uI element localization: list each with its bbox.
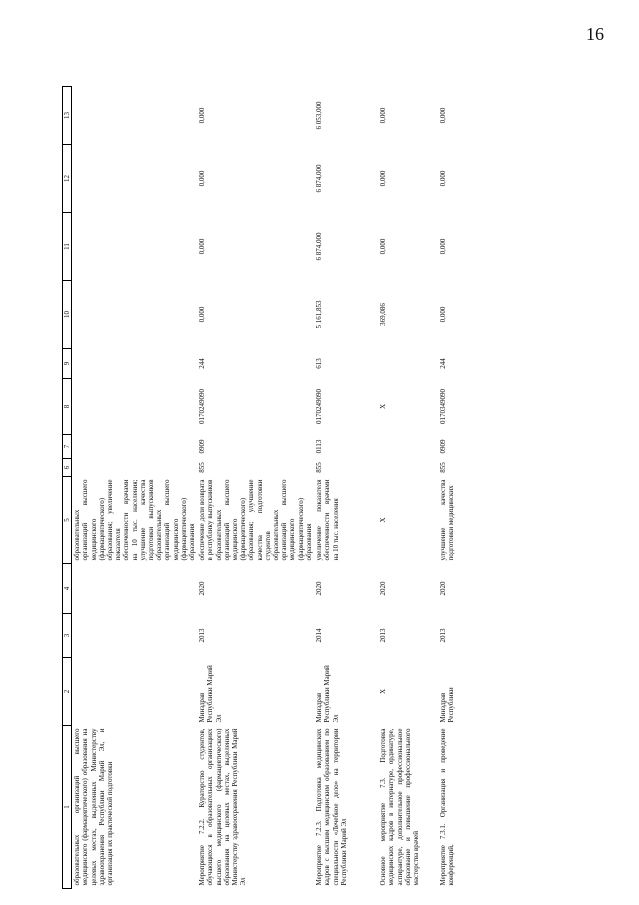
- cell-executor: Минздрав Республики Марий Эл: [315, 665, 340, 723]
- cell-csr: 0170349090: [439, 389, 448, 424]
- cell-event: Мероприятие 7.2.2. Кураторство студентов, обучающихся в образовательных организациях высшего медицинского (фармацевтического) образования на целевых местах, выделенных Министерству здравоохранения Республики Марий Эл: [198, 728, 248, 886]
- cell-vr: [378, 349, 438, 379]
- cell-value: 0,000: [439, 238, 448, 255]
- cell-vr: 244: [439, 358, 448, 369]
- cell-value: [72, 281, 198, 349]
- table-row: [197, 87, 314, 889]
- col-header: 9: [63, 349, 72, 379]
- cell-executor: Минздрав Республики: [439, 687, 456, 723]
- cell-value: 0,000: [439, 170, 448, 187]
- cell-value: 6 874,000: [315, 164, 324, 193]
- cell-rzpr: 0113: [315, 439, 324, 454]
- cell-result: Х: [379, 517, 388, 523]
- cell-start-year: 2013: [379, 628, 388, 643]
- cell-vr: 613: [315, 358, 324, 369]
- cell-executor: Минздрав Республики Марий Эл: [198, 665, 223, 723]
- cell-value: 0,000: [198, 107, 207, 124]
- cell-csr: 0170249090: [315, 389, 324, 424]
- table-row: [378, 87, 438, 889]
- cell-value: 6 874,000: [315, 232, 324, 261]
- cell-value: 6 053,000: [315, 101, 324, 130]
- col-header: 4: [63, 564, 72, 614]
- cell-event: Мероприятие 7.3.1. Организация и проведение конференций,: [439, 728, 456, 886]
- cell-csr: 0170249090: [198, 389, 207, 424]
- cell-vr: 244: [198, 358, 207, 369]
- cell-executor: [72, 658, 198, 726]
- cell-value: 369,086: [379, 303, 388, 326]
- cell-executor: Х: [379, 688, 388, 695]
- cell-event: образовательных организаций высшего медицинского (фармацевтического) образования на целевых местах, выделенных Министерству здравоохранения Республики Марий Эл, и организация их практической подготовки: [73, 728, 115, 886]
- cell-end-year: 2020: [439, 581, 448, 596]
- cell-vr: [72, 349, 198, 379]
- cell-end-year: [72, 564, 198, 614]
- table-row: [438, 87, 464, 889]
- cell-result: обеспечение доли возврата в республику выпускников образовательных организаций высшего медицинского (фармацевтического) образования; улучшение качества подготовки студентов образовательных организаций высшего медицинского (фармацевтического) образования: [198, 479, 313, 561]
- col-header: 12: [63, 145, 72, 213]
- cell-end-year: 2020: [198, 581, 207, 596]
- cell-start-year: 2014: [315, 628, 324, 643]
- cell-value: 0,000: [379, 170, 388, 187]
- cell-value: 0,000: [198, 238, 207, 255]
- cell-grbs: [72, 459, 198, 477]
- cell-rzpr: [72, 435, 198, 459]
- col-header: 5: [63, 477, 72, 564]
- table-row: [314, 87, 378, 889]
- col-header: 11: [63, 213, 72, 281]
- cell-value: 0,000: [439, 107, 448, 124]
- cell-start-year: 2013: [198, 628, 207, 643]
- cell-value: [72, 145, 198, 213]
- cell-value: 5 161,853: [315, 300, 324, 329]
- program-table: [62, 86, 464, 889]
- cell-grbs: 855: [439, 462, 448, 473]
- cell-value: 0,000: [198, 306, 207, 323]
- cell-rzpr: 0909: [439, 439, 448, 454]
- header-row: [63, 87, 72, 889]
- cell-value: 0,000: [198, 170, 207, 187]
- cell-csr: [72, 379, 198, 435]
- cell-end-year: 2020: [315, 581, 324, 596]
- table-row: [72, 87, 198, 889]
- cell-value: 0,000: [379, 107, 388, 124]
- cell-rzpr: 0909: [198, 439, 207, 454]
- cell-value: [72, 213, 198, 281]
- cell-csr: Х: [379, 403, 388, 410]
- cell-result: образовательных организаций высшего медицинского (фармацевтического) образования; увеличение показателя обеспеченности врачами на 10 тыс. населения; улучшение качества подготовки выпускников образовательных организаций высшего медицинского (фармацевтического) образования: [73, 479, 197, 561]
- cell-result: увеличение показателя обеспеченности врачами на 10 тыс. населения: [315, 479, 340, 561]
- cell-grbs: 855: [198, 462, 207, 473]
- col-header: 3: [63, 614, 72, 658]
- cell-value: 0,000: [379, 238, 388, 255]
- col-header: 8: [63, 379, 72, 435]
- page-number: 16: [586, 24, 604, 44]
- col-header: 1: [63, 726, 72, 889]
- col-header: 7: [63, 435, 72, 459]
- cell-start-year: [72, 614, 198, 658]
- col-header: 6: [63, 459, 72, 477]
- cell-grbs: [378, 459, 438, 477]
- cell-event: Основное мероприятие 7.3. Подготовка медицинских кадров в интернатуре, ординатуре, аспирантуре, дополнительное профессиональное образование и повышение профессионального мастерства врачей: [379, 728, 420, 886]
- col-header: 10: [63, 281, 72, 349]
- cell-value: 0,000: [439, 306, 448, 323]
- col-header: 2: [63, 658, 72, 726]
- cell-value: [72, 87, 198, 145]
- col-header: 13: [63, 87, 72, 145]
- cell-start-year: 2013: [439, 628, 448, 643]
- cell-rzpr: [378, 435, 438, 459]
- cell-event: Мероприятие 7.2.3. Подготовка медицинских кадров с высшим медицинским образованием по специальности «Лечебное дело» на территории Республики Марий Эл: [315, 728, 348, 886]
- cell-result: улучшение качества подготовки медицинских: [439, 479, 456, 561]
- cell-end-year: 2020: [379, 581, 388, 596]
- cell-grbs: 855: [315, 462, 324, 473]
